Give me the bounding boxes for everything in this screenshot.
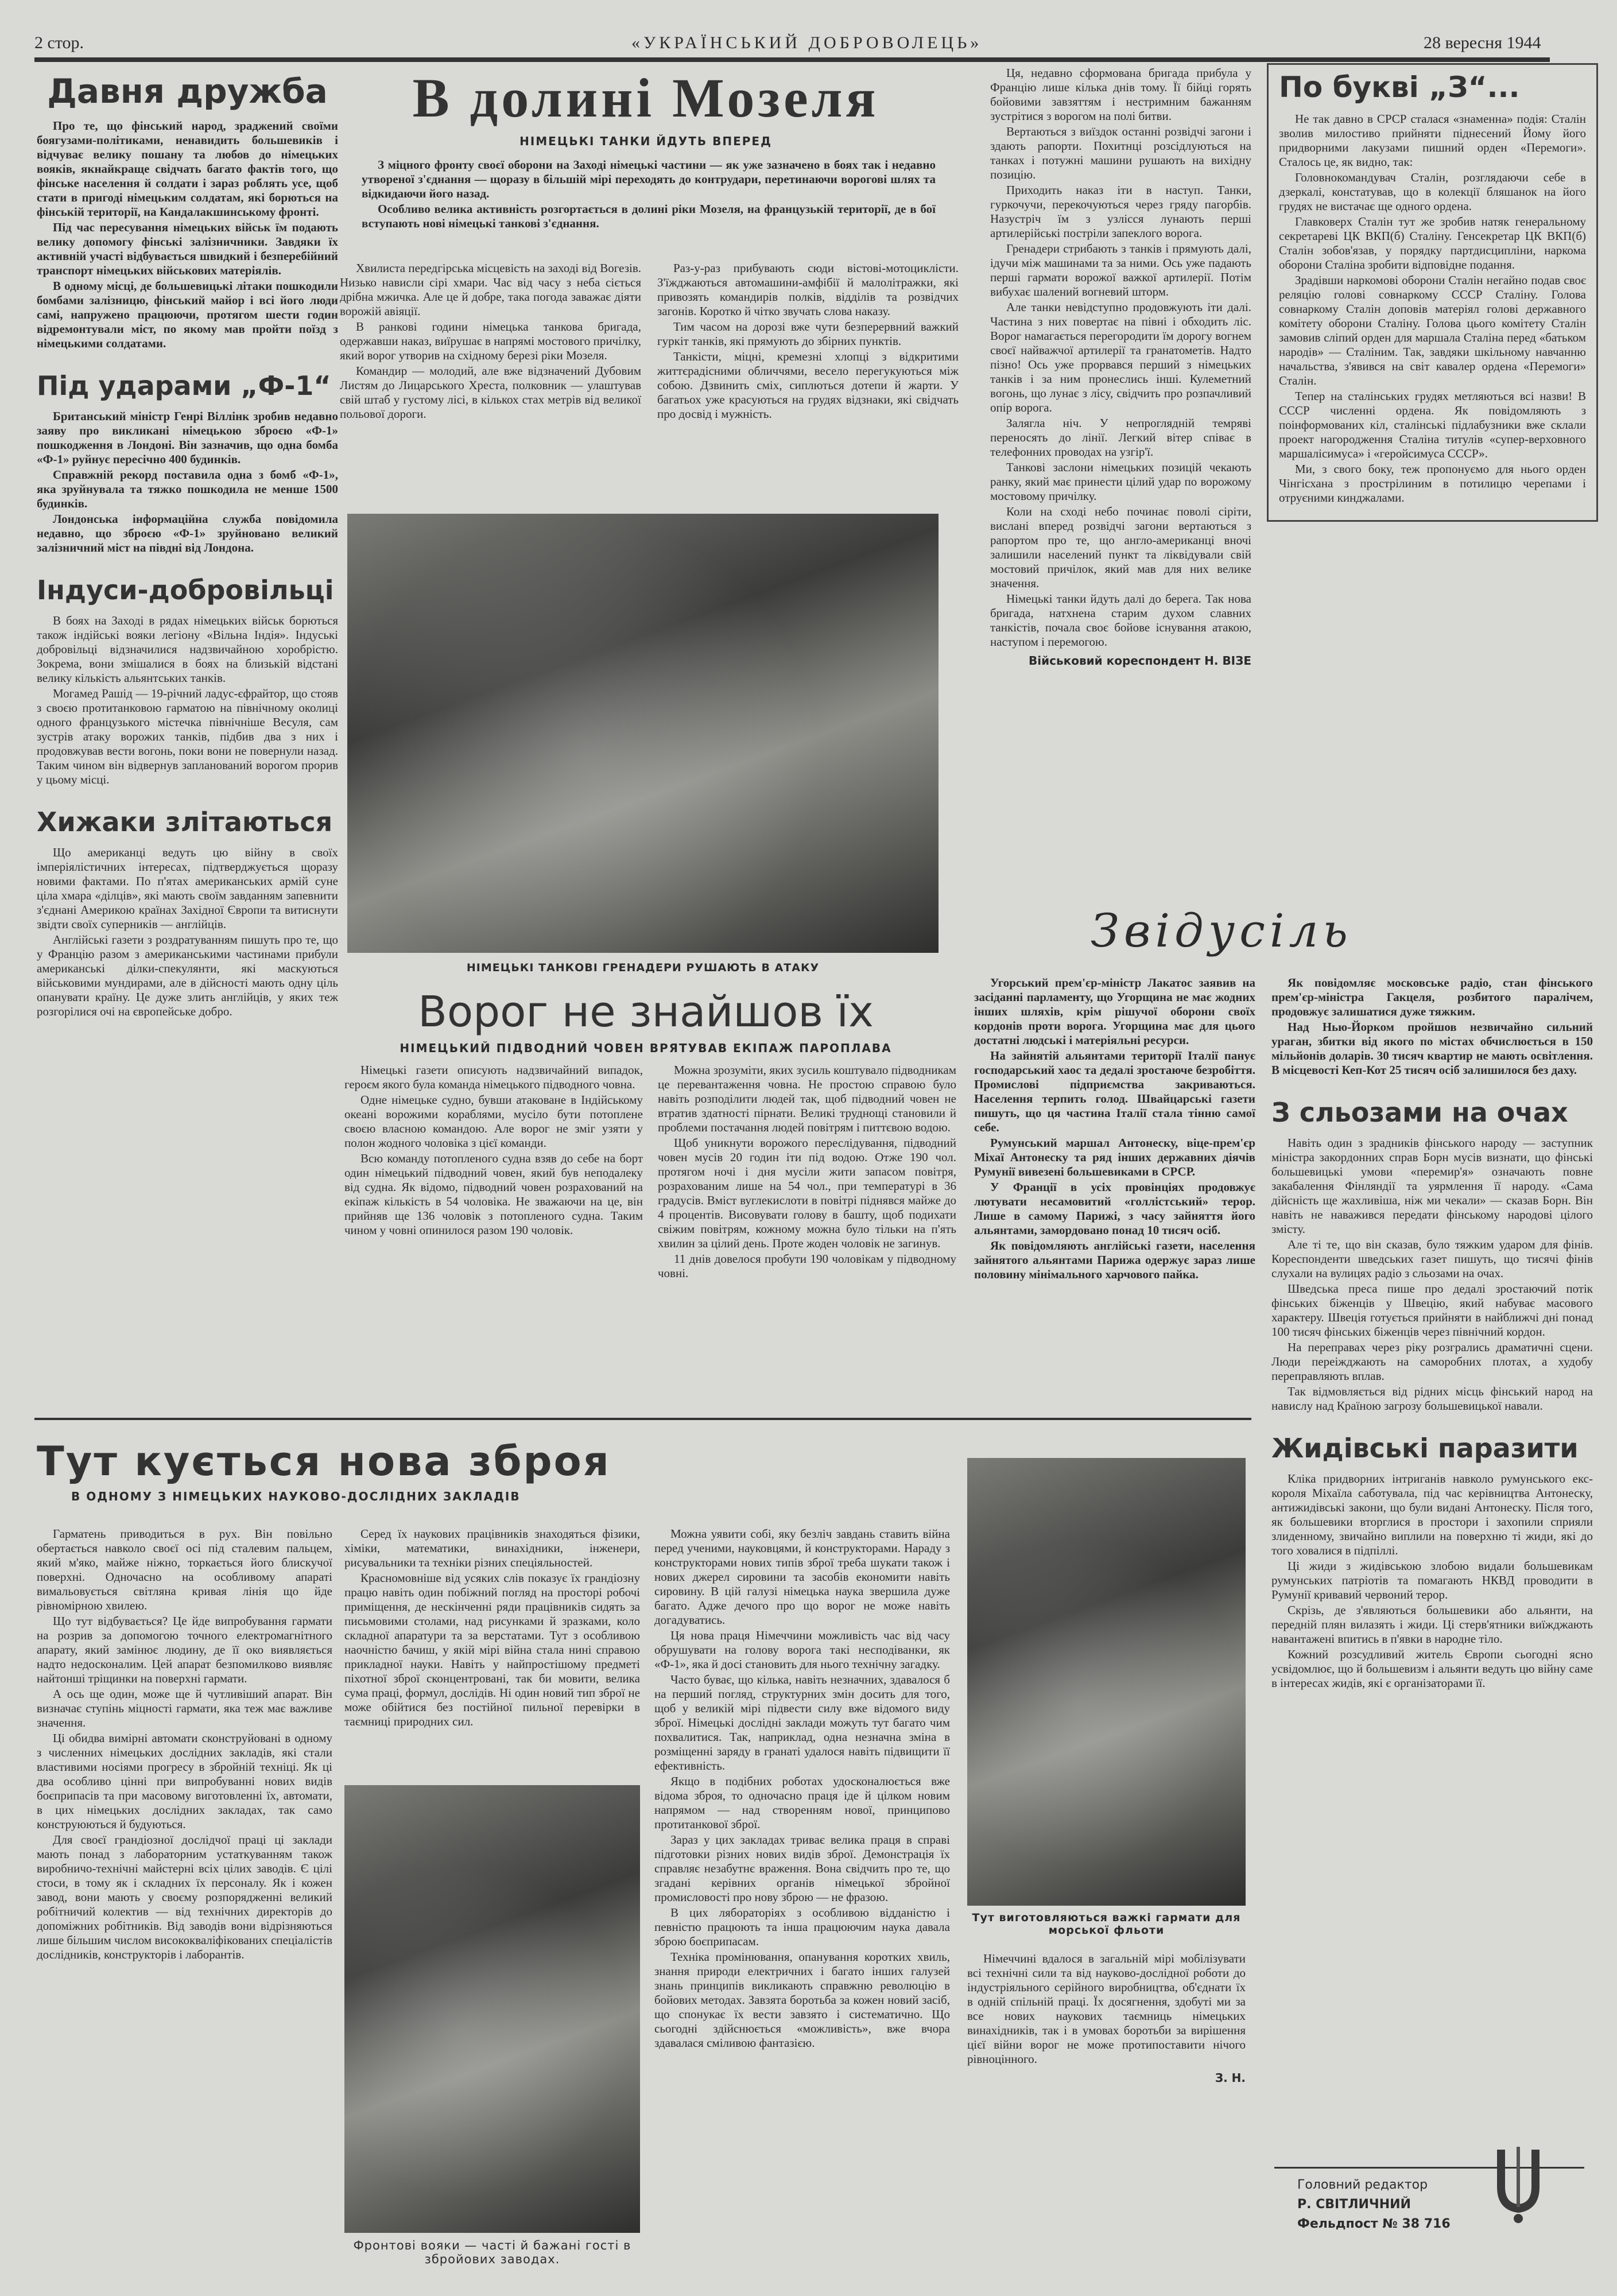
editor-label: Головний редактор xyxy=(1297,2178,1428,2192)
article-body-col-2 xyxy=(344,1527,640,1730)
article-slozamy xyxy=(1271,1097,1593,1413)
paragraph: Приходить наказ іти в наступ. Танки, гуркочучи, перекочуються через гряду пагорбів. Назустріч їм з узлісся лунають перші артилерійські постріли запеклого ворога. xyxy=(990,183,1251,240)
photo-soldiers-factory xyxy=(344,1785,640,2233)
paragraph: В боях на Заході в рядах німецьких військ борються також індійські вояки легіону «Вільна Індія». Індуські добровільці відзначилися надзвичайною хоробрістю. Зокрема, вони змішалися в боях на близькій відстані велику кількість альянтських танків. xyxy=(37,614,338,685)
article-body xyxy=(967,1952,1246,2066)
headline: Хижаки злітаються xyxy=(37,806,333,837)
signature: Військовий кореспондент Н. ВІЗЕ xyxy=(1029,654,1251,668)
article-body xyxy=(37,614,338,787)
paragraph: Командир — молодий, але вже відзначений Дубовим Листям до Лицарського Хреста, полковник — улаштував свій штаб у густому лісі, в кількох стах метрів від великої польової дороги. xyxy=(340,364,641,421)
article-paraz xyxy=(1271,1433,1593,1690)
paragraph: Для своєї грандіозної дослідчої праці ці заклади мають понад з лабораторним устаткуванням також виробничо-технічні майстерні всіх цілих заводів. Є цілі стоси, в тому як і складних їх персоналу. Як і кожен завод, вони мають у своєму розпорядженні великий робітничий колектив — від технічних директорів до допоміжних робітників. Від заводів вони відрізняються лише більшим числом висококваліфікованих спеціалістів дослідників, конструкторів і лаборантів. xyxy=(37,1833,332,1961)
photo-heavy-guns xyxy=(967,1458,1246,1906)
headline: З сльозами на очах xyxy=(1271,1097,1568,1128)
right-column xyxy=(1271,976,1593,1710)
headline: В долині Мозеля xyxy=(412,67,879,129)
paragraph: Головнокомандувач Сталін, розглядаючи себе в дзеркалі, констатував, що в колекції бляшанок на його грудях не вистачає ще одного ордена. xyxy=(1279,170,1586,213)
page-number: 2 стор. xyxy=(34,33,84,52)
paragraph: Румунський маршал Антонеску, віце-прем'єр Міхаї Антонеску та ряд інших державних діячів Румунії вивезені большевиками в СРСР. xyxy=(974,1136,1255,1178)
paragraph: Всю команду потопленого судна взяв до себе на борт один німецький підводний човен, який був неподалеку від судна. Як відомо, підводний човен розрахований на екіпаж кількість в 54 чоловіка. Не зважаючи на це, він прийняв ще 136 чоловік з потопленого судна. Таким чином у човні опинилося разом 190 чоловік. xyxy=(344,1151,643,1237)
paragraph: Могамед Рашід — 19-річний ладус-єфрайтор, що стояв з своєю протитанковою гарматою на північному околиці одного французького містечка північніше Весуля, сам зустрів атаку ворожих танків, підбив два з них і продовжував вести вогонь, поки вони не повернули назад. Таким чином він відвернув запланований ворогом прорив у цьому місці. xyxy=(37,687,338,786)
paragraph: Ця, недавно сформована бригада прибула у Францію лише кілька днів тому. Її бійці горять бойовими завзяттям і нестримним бажанням зустрітися з ворогом на полі битви. xyxy=(990,66,1251,123)
paragraph: Щоб уникнути ворожого переслідування, підводний човен мусів 20 годин іти під водою. Отже 190 чол. протягом ночі і дня мусіли жити запасом повітря, розрахованим лише на 54 чол., при температурі в 36 градусів. Вміст вуглекислоти в повітрі піднявся майже до 4 процентів. Висовувати голову в башту, щоб подихати свіжим повітрям, кожному можна було тільки на п'ять хвилин за цілий день. Проте жоден чоловік не загинув. xyxy=(658,1136,956,1250)
paragraph: Під час пересування німецьких військ їм подають велику допомогу фінські залізничники. Завдяки їх активній участі відбувається швидкий і безперебійний транспорт німецьких військових матеріялів. xyxy=(37,220,338,277)
imprint xyxy=(1297,2175,1451,2234)
section-heading: Звідусіль xyxy=(1091,904,1352,957)
article-mozel-continued xyxy=(990,66,1251,668)
article-body-col-3 xyxy=(654,1527,950,2051)
paragraph: Що американці ведуть цю війну в своїх імперіялістичних інтересах, підтверджується щоразу новими фактами. По п'ятах американських армій суне ціла хмара «ділців», які мають своїм завданням запевнити з'єднані Америкою країнах Західної Європи та витиснути звідти своїх суперників — англійців. xyxy=(37,846,338,931)
paragraph: Ця нова праця Німеччини можливість час від часу обрушувати на голову ворога такі несподіванки, як «Ф-1», яка й досі становить для нього технічну загадку. xyxy=(654,1628,950,1671)
signature: З. Н. xyxy=(1215,2071,1246,2085)
paragraph: Тепер на сталінських грудях метляються всі назви! В СССР численні ордена. Як повідомляють з поінформованих кіл, сталінські підлабузники вже склали проект нагородження Сталіна титулів «супер-верховного маршалісимуса» і «геройсимуса СССР». xyxy=(1279,389,1586,460)
article-body xyxy=(37,409,338,555)
photo-caption: Тут виготовляються важкі гармати для морської фльоти xyxy=(972,1911,1241,1937)
paragraph: Коли на сході небо починає поволі сіріти, вислані вперед розвідчі загони вертаються з рапортом про те, що англо-американці вночі залишили населений пункт та ліквідували свій мостовий причілок, який мав для них велике значення. xyxy=(990,505,1251,590)
headline: Тут кується нова зброя xyxy=(37,1438,611,1485)
paragraph: Але танки невідступно продовжують іти далі. Частина з них повертає на півні і обходить ліс. Ворог намагається перегородити їм дорогу вогнем своєї найважчої артилерії та гранатометів. Надто пізно! Ось уже прорвався перший з німецьких танків і за ним пронеслись інші. Кулеметний вогонь, що лунає з лісу, свідчить про розпачливий опір ворога. xyxy=(990,300,1251,414)
headline: Індуси-добровільці xyxy=(37,575,334,606)
masthead-rule xyxy=(34,57,1550,62)
news-briefs-right xyxy=(1271,976,1593,1077)
paragraph: Але ті те, що він сказав, було тяжким ударом для фінів. Кореспонденти шведських газет пишуть, що тисячі фінів слухали на вулицях радіо з сльозами на очах. xyxy=(1271,1238,1593,1280)
article-mozel-header xyxy=(344,66,976,156)
paragraph: Навіть один з зрадників фінського народу — заступник міністра закордонних справ Борн мусів визнати, що фінські большевицькі умови «перемир'я» означають повне закабалення Фінляндії та уярмлення її народу. «Сама дійсність ще жахливіша, ніж ми чекали» — сказав Борн. Він навіть не наважився передати фінському народові цілого змісту. xyxy=(1271,1136,1593,1236)
paragraph: На переправах через ріку розгрались драматичні сцени. Люди переіжджають на саморобних плотах, а худобу переправляють вплав. xyxy=(1271,1340,1593,1383)
paragraph: Главковерх Сталін тут же зробив натяк генеральному секретареві ЦК ВКП(б) Сталіну. Генсекретар ЦК ВКП(б) Сталін зобов'язав, у порядку партдисципліни, наркома оборони Сталіна зробити відповідне подання. xyxy=(1279,215,1586,272)
paragraph: Шведська преса пише про дедалі зростаючий потік фінських біженців у Швецію, який набуває масового характеру. Швеція готується прийняти в найближчі дні понад 100 тисяч фінських біженців через північний кордон. xyxy=(1271,1282,1593,1339)
article-zbroia-header xyxy=(37,1438,645,1511)
article-f1 xyxy=(37,370,338,555)
headline: Під ударами „Ф-1“ xyxy=(37,370,331,401)
issue-date: 28 вересня 1944 xyxy=(1424,33,1541,52)
photo-caption: Фронтові вояки — часті й бажані гості в збройових заводах. xyxy=(353,2239,631,2266)
paragraph: Гренадери стрибають з танків і прямують далі, ідучи між машинами та за ними. Ось уже падають перші гармати ворожої важкої артилерії. Потім вибухає шалений вогневий шторм. xyxy=(990,242,1251,298)
paragraph: Раз-у-раз прибувають сюди вістові-мотоциклісти. З'їжджаються автомашини-амфібії й малолітражки, які привозять командирів полків, відділів та розвідчих загонів. Коротко й чітко звучать слова наказу. xyxy=(657,261,959,318)
left-column xyxy=(37,72,338,1038)
article-body xyxy=(990,66,1251,649)
article-body xyxy=(1271,1472,1593,1690)
paragraph: Танкісти, міцні, кремезні хлопці з відкритими життєрадісними обличчями, весело перегукуються між собою. Дзвинить сміх, сиплються дотепи й жарти. У багатьох уже красуються на грудях відзнаки, які свідчать про досвід і мужність. xyxy=(657,350,959,421)
paragraph: Особливо велика активність розгортається в долині ріки Мозеля, на французькій території, де в бої вступають нові німецькі танкові з'єднання. xyxy=(362,202,936,230)
article-zbroia-continued xyxy=(967,1952,1246,2085)
article-vorog xyxy=(344,987,964,1282)
paragraph: Можна зрозуміти, яких зусиль коштувало підводникам це перевантаження човна. Не простою справою було навіть розподілити людей так, щоб підводний човен не втратив здатності пірнати. Великі труднощі становили й проблеми постачання людей повітрям і питтєвою водою. xyxy=(658,1063,956,1134)
paragraph: Як повідомляють англійські газети, населення зайнятого альянтами Парижа одержує зараз лише половину мінімального харчового пайка. xyxy=(974,1239,1255,1281)
paragraph: Угорський прем'єр-міністр Лакатос заявив на засіданні парламенту, що Угорщина не має жодних інших шляхів, крім рішучої оборони своїх кордонів проти ворога. Угорщина має для цього достатні людські і матеріяльні ресурси. xyxy=(974,976,1255,1047)
paragraph: Так відмовляється від рідних місць фінський народ на навислу над Країною загрозу большевицької навали. xyxy=(1271,1384,1593,1413)
paragraph: Кліка придворних інтриганів навколо румунського екс-короля Міхаїла саботувала, під час керівництва Антонеску, антижидівські закони, що були видані Антонеску. Після того, як большевики вторглися в простори і захопили сприяли злиденному, звичайно виплили на поверхню ті жиди, які до того ховалися в підпіллі. xyxy=(1271,1472,1593,1557)
paragraph: Німеччині вдалося в загальній мірі мобілізувати всі технічні сили та від науково-дослідної роботи до індустріяльного серійного виробництва, об'єднати їх в одній спільній праці. Їх досягнення, здобуті ми за все нових наукових таємниць німецьких винахідників, так і в умовах боротьби за вирішення цієї війни ворог не може протипоставити нічого рівноцінного. xyxy=(967,1952,1246,2066)
paragraph: Ці жиди з жидівською злобою видали большевикам румунських патріотів та помагають НКВД проводити в Румунії кривавий червоний терор. xyxy=(1271,1559,1593,1601)
article-khyzhaky xyxy=(37,806,338,1019)
article-davnia xyxy=(37,72,338,351)
paragraph: Зрадівши наркомові оборони Сталін негайно подав своє реляцію голові совнаркому СССР Сталіну. Голова совнаркому Сталін доповів матеріял голові державного комітету оборони Сталіну. Голова цього комітету Сталін замовив сліпий орден для маршала Сталіна перед «батьком народів» — Сталіним. Так, завдяки шкільному навчанню начальства, з'явився на світ кавалер ордена «Перемоги» Сталін. xyxy=(1279,273,1586,387)
paragraph: Британський міністр Генрі Віллінк зробив недавно заяву про викликані німецькою зброєю «Ф-1» пошкодження в Лондоні. Він зазначив, що одна бомба «Ф-1» руйнує пересічно 400 будинків. xyxy=(37,409,338,466)
paragraph: Вертаються з виїздок останні розвідчі загони і здають рапорти. Похитнці розсідлуються на танках і потужні машини рушають на вихідну позицію. xyxy=(990,125,1251,181)
paragraph: Хвилиста передгірська місцевість на заході від Вогезів. Низько нависли сірі хмари. Час від часу з неба сіється дрібна мжичка. Але це й добре, така погода заважає діяти ворожій авіяції. xyxy=(340,261,641,318)
paragraph: Гарматень приводиться в рух. Він повільно обертається навколо своєї осі під сталевим пальцем, який м'яко, майже ніжно, торкається його блискучої поверхні. Одночасно на особливому апараті вимальовується світляна кривая лінія що йде рівномірною хвилею. xyxy=(37,1527,332,1612)
paragraph: Одне німецьке судно, бувши атаковане в Індійському океані ворожими кораблями, мусіло бути потоплене своєю власною командою. Але ворог не зміг узяти у полон жодного чоловіка з цієї команди. xyxy=(344,1093,643,1150)
subheadline: НІМЕЦЬКИЙ ПІДВОДНИЙ ЧОВЕН ВРЯТУВАВ ЕКІПАЖ ПАРОПЛАВА xyxy=(400,1041,892,1055)
article-body-col-b xyxy=(658,1063,956,1282)
paragraph: А ось ще один, може ще й чутливіший апарат. Він визначає ступінь міцності гармати, яка теж має важливе значення. xyxy=(37,1687,332,1729)
paragraph: У Франції в усіх провінціях продовжує лютувати несамовитий «голлістський» терор. Лише в самому Парижі, з часу зайняття його альянтами, замордовано понад 10 тисяч осіб. xyxy=(974,1180,1255,1237)
headline: Ворог не знайшов їх xyxy=(418,987,874,1037)
article-bukva xyxy=(1267,63,1598,522)
paragraph: З міцного фронту своєї оборони на Заході німецькі частини — як уже зазначено в боях так і недавно утвореної з'єднання — щоразу в більшій мірі переходять до контрудари, перетинаючи ворогові шлях та відкидаючи його назад. xyxy=(362,158,936,200)
field-post: Фельдпост № 38 716 xyxy=(1297,2217,1451,2231)
article-body xyxy=(1279,112,1586,505)
paragraph: Німецькі танки йдуть далі до берега. Так нова бригада, натхнена старим духом славних танкістів, почала своє бойове існування атакою, наступом і перемогою. xyxy=(990,592,1251,649)
paragraph: Зараз у цих закладах триває велика праця в справі підготовки різних нових видів зброї. Демонстрація їх справляє незабутнє враження. Вона свідчить про те, що згадані керівних органів німецької збройної промисловості про нову зброю — не фразою. xyxy=(654,1833,950,1904)
paragraph: В одному місці, де большевицькі літаки пошкодили бомбами залізницю, фінський майор і всі його люди самі, напружено працюючи, протягом шести годин відремонтували міст, по якому мав пройти поїзд з німецькими солдатами. xyxy=(37,279,338,350)
paragraph: В цих лябораторіях з особливою відданістю і певністю працюють та інша працюючим наука давала зброю боєприпасам. xyxy=(654,1906,950,1948)
subheadline: В ОДНОМУ З НІМЕЦЬКИХ НАУКОВО-ДОСЛІДНИХ ЗАКЛАДІВ xyxy=(71,1490,521,1503)
paragraph: Що тут відбувається? Це йде випробування гармати на розрив за допомогою точного електромагнітного апарату, який замінює людину, де її око виявляється надто недосконалим. Цей апарат безпомилково виявляє найтонші тріщинки на поверхні гармати. xyxy=(37,1614,332,1685)
paragraph: Як повідомляє московське радіо, стан фінського прем'єр-міністра Гакцеля, розбитого паралічем, продовжує залишатися дуже тяжким. xyxy=(1271,976,1593,1018)
paragraph: На зайнятій альянтами території Італії панує господарський хаос та дедалі зростаюче безробіття. Промислові підприємства закриваються. Населення терпить голод. Швайцарські газети пишуть, що ця частина Італії стала тінню самої себе. xyxy=(974,1049,1255,1134)
paragraph: Справжній рекорд поставила одна з бомб «Ф-1», яка зруйнувала та тяжко пошкодила не менше 1500 будинків. xyxy=(37,468,338,510)
paragraph: Ці обидва вимірні автомати сконструйовані в одному з численних німецьких дослідних закладів, які стали властивими носіями прогресу в збройній техніці. Як ці два особливо цінні при випробуванні нових видів боєприпасів та при масовому виготовленні їх, автомати, в цих німецьких дослідних закладах, так само конструюються й будуються. xyxy=(37,1731,332,1831)
photo-tank-grenadiers xyxy=(347,514,939,953)
subheadline: НІМЕЦЬКІ ТАНКИ ЙДУТЬ ВПЕРЕД xyxy=(519,134,772,148)
article-columns xyxy=(344,1063,964,1282)
article-indusy xyxy=(37,575,338,787)
article-body-col-a xyxy=(340,261,641,422)
paragraph: Можна уявити собі, яку безліч завдань ставить війна перед ученими, науковцями, й конструкторами. Нараду з конструкторами нових типів зброї треба шукати також і нових джерел сировини та засобів економити навіть сировину. В цій галузі німецька наука звершила дуже багато. Адже дечого про що ворог не може навіть догадуватись. xyxy=(654,1527,950,1627)
paragraph: Часто буває, що кілька, навіть незначних, здавалося б на перший погляд, структурних змін досить для того, щоб у великій мірі підвести силу вже відомого виду зброї. Німецькі дослідні заклади можуть тут багато чим похвалитися. Так, наприклад, одна незначна зміна в розміщенні заряду в гранаті удалося навіть підвищити її ефективність. xyxy=(654,1673,950,1773)
paragraph: Про те, що фінський народ, зраджений своїми боягузами-політиками, ненавидить большевиків і відчуває велику пошану та любов до німецьких вояків, якнайкраще свідчать багато фактів того, що фінське населення й солдати і зараз роблять усе, щоб стати в пригоді німецьким солдатам, які борються на фінській території, на Кандалакшинському фронті. xyxy=(37,119,338,219)
paragraph: Не так давно в СРСР сталася «знаменна» подія: Сталін зволив милостиво прийняти піднесений Йому його придворними лакузами пишний орден «Перемоги». Сталось це, як видно, так: xyxy=(1279,112,1586,169)
article-body-col-a xyxy=(344,1063,643,1282)
article-body xyxy=(37,846,338,1019)
paragraph: Кожний розсудливий житель Європи сьогодні ясно усвідомлює, що й большевизм і альянти ведуть цю війну саме в інтересах жидів, які є організаторами її. xyxy=(1271,1647,1593,1690)
headline: Давня дружба xyxy=(47,72,328,111)
paragraph: Скрізь, де з'являються большевики або альянти, на передній плян вилазять і жиди. Ці стерв'ятники виїжджають навантажені впитись в п'явки в народне тіло. xyxy=(1271,1603,1593,1646)
paragraph: 11 днів довелося пробути 190 чоловікам у підводному човні. xyxy=(658,1252,956,1280)
paragraph: Тим часом на дорозі вже чути безперервний важкий гуркіт танків, які прямують до збірних пунктів. xyxy=(657,320,959,348)
article-body-col-1 xyxy=(37,1527,332,1963)
newspaper-name: «УКРАЇНСЬКИЙ ДОБРОВОЛЕЦЬ» xyxy=(631,33,983,52)
article-lead xyxy=(362,158,936,232)
editor-name: Р. СВІТЛИЧНИЙ xyxy=(1297,2197,1411,2212)
paragraph: Ми, з свого боку, теж пропонуємо для нього орден Чінгісхана з прострілиним в потилицю черепами і отруєними кинджалами. xyxy=(1279,462,1586,505)
paragraph: Красномовніше від усяких слів показує їх грандіозну працю навіть один побіжний погляд на просторі робочі приміщення, де нескінченні ряди працівників сидять за письмовими столами, над рисунками й зразками, коло складної апаратури та за верстатами. Тут з особливою наочністю бачиш, у якій мірі війна стала нині справою прикладної науки. Навіть у найпростішому предметі піхотної зброї сконцентровані, так би мовити, велика сума праці, формул, дослідів. Ні один новий тип зброї не може обійтися без постійної пильної перевірки в таємниці природних сил. xyxy=(344,1571,640,1728)
headline: Жидівські паразити xyxy=(1271,1433,1579,1464)
paragraph: Залягла ніч. У непроглядній темряві переносять до лінії. Легкий вітер співає в телефонних проводах на узгір'ї. xyxy=(990,416,1251,459)
section-divider xyxy=(34,1418,1251,1420)
article-body xyxy=(37,119,338,351)
paragraph: В ранкові години німецька танкова бригада, одержавши наказ, виїрушає в напрямі мостового причілку, який ворог утворив на східному березі ріки Мозеля. xyxy=(340,320,641,362)
headline: По букві „З“... xyxy=(1279,71,1520,104)
photo-caption: НІМЕЦЬКІ ТАНКОВІ ГРЕНАДЕРИ РУШАЮТЬ В АТАКУ xyxy=(466,961,820,974)
paragraph: Німецькі газети описують надзвичайний випадок, героєм якого була команда німецького підводного човна. xyxy=(344,1063,643,1091)
article-body-col-b xyxy=(657,261,959,422)
paragraph: Англійські газети з роздратуванням пишуть про те, що у Францію разом з американськими частинами прибули американські ділки-спекулянти, які маскуються військовими мундирами, але в дійсності мають одну ціль опанувати країну. Це дуже злить англійців, у яких теж розгорілися очі на європейське добро. xyxy=(37,933,338,1018)
paragraph: Над Нью-Йорком пройшов незвичайно сильний ураган, збитки від якого по містах обчислюється в 150 мільйонів доларів. 30 тисяч квартир не мають освітлення. В місцевості Кеп-Кот 25 тисяч осіб залишилося без даху. xyxy=(1271,1020,1593,1077)
paragraph: Техніка промінювання, опанування коротких хвиль, знання природи електричних і багато інших галузей знань принципів викликають справжню революцію в бойових методах. Завзята боротьба за кожен новий засіб, що спонукає їх вести завзято і систематично. Що сьогодні здійснюється «можливість», вже вчора здавалася сміливою фантазією. xyxy=(654,1950,950,2050)
news-briefs-left xyxy=(974,976,1255,1283)
paragraph: Якщо в подібних роботах удосконалюється вже відома зброя, то одночасно праця іде й цілком новим напрямом — над створенням нової, принципово протитанкової зброї. xyxy=(654,1774,950,1831)
trident-sword-emblem-icon xyxy=(1492,2147,1544,2227)
paragraph: Лондонська інформаційна служба повідомила недавно, що зброєю «Ф-1» зруйновано великий залізничний міст на півдні від Лондона. xyxy=(37,512,338,554)
paragraph: Серед їх наукових працівників знаходяться фізики, хіміки, математики, винахідники, інженери, рисувальники та техніки різних спеціяльностей. xyxy=(344,1527,640,1569)
article-body xyxy=(1271,1136,1593,1413)
paragraph: Танкові заслони німецьких позицій чекають ранку, який має принести цілий удар по ворожому мостовому причілку. xyxy=(990,460,1251,503)
